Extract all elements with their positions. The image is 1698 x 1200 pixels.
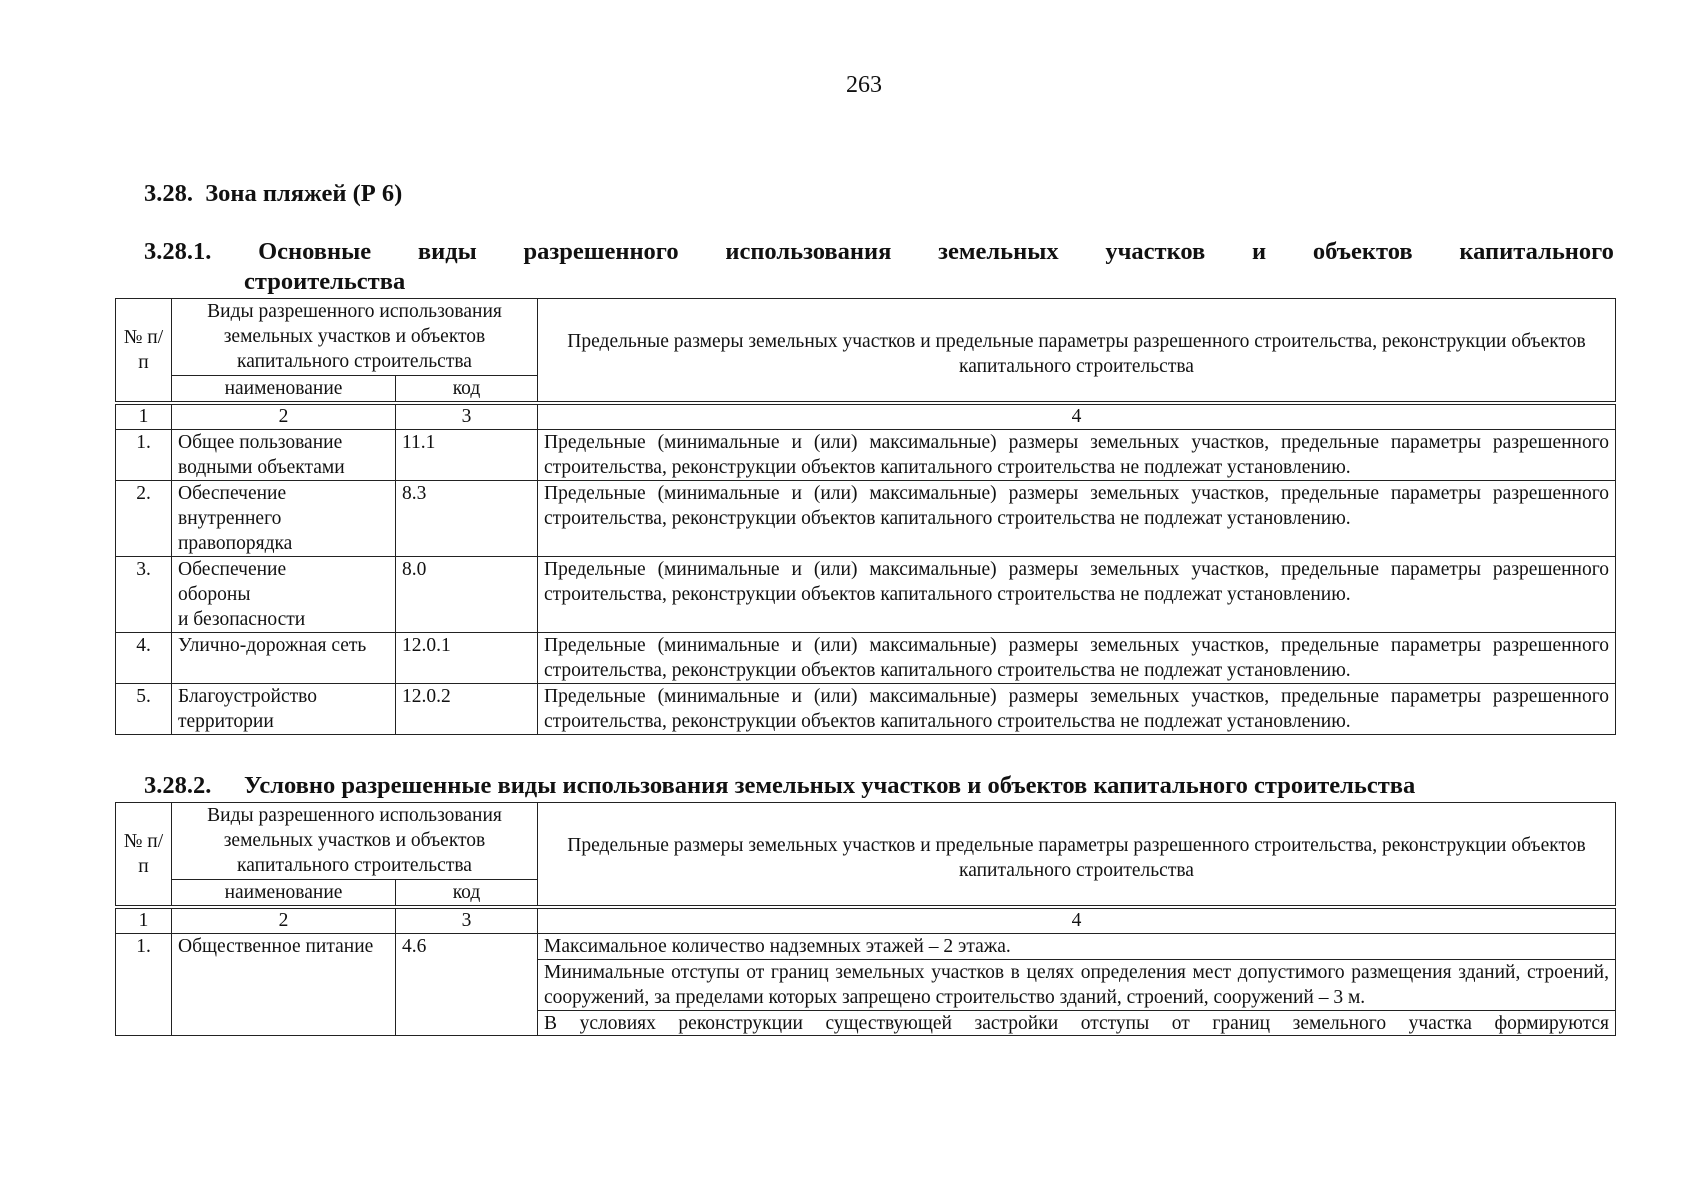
header-params: Предельные размеры земельных участков и предельные параметры разрешенного строительства, реконструкции объектов капитального строительства	[538, 299, 1616, 404]
use-code: 12.0.2	[396, 684, 538, 735]
row-number: 3.	[116, 557, 172, 633]
use-code: 8.3	[396, 481, 538, 557]
row-number: 4.	[116, 633, 172, 684]
use-params-text: В условиях реконструкции существующей застройки отступы от границ земельного участка формируются	[544, 1013, 1609, 1034]
use-name: Общественное питание	[172, 934, 396, 1036]
use-code: 12.0.1	[396, 633, 538, 684]
header-num: № п/п	[116, 803, 172, 908]
row-number: 1.	[116, 934, 172, 1036]
column-number: 4	[538, 907, 1616, 934]
column-number: 1	[116, 403, 172, 430]
subsection-1-word: Основные	[258, 238, 372, 265]
subsection-1-word: объектов	[1312, 238, 1413, 265]
column-number: 3	[396, 907, 538, 934]
use-name-line: обороны	[178, 584, 251, 605]
header-types: Виды разрешенного использования земельных участков и объектов капитального строительства	[172, 803, 538, 880]
subsection-1-word: участков	[1105, 238, 1206, 265]
use-name	[172, 557, 396, 633]
use-code: 4.6	[396, 934, 538, 1036]
subsection-1-number: 3.28.1.	[144, 238, 212, 265]
column-number: 4	[538, 403, 1616, 430]
header-types: Виды разрешенного использования земельных участков и объектов капитального строительства	[172, 299, 538, 376]
use-name-line: Обеспечение	[178, 559, 287, 580]
section-number: 3.28.	[144, 180, 193, 207]
header-code: код	[396, 376, 538, 404]
use-params: Максимальное количество надземных этажей – 2 этажа.	[538, 934, 1616, 960]
table-row	[116, 557, 1616, 633]
header-code: код	[396, 880, 538, 908]
subsection-1-word: капитального	[1459, 238, 1614, 265]
use-code: 8.0	[396, 557, 538, 633]
use-name: Обеспечение внутреннего правопорядка	[172, 481, 396, 557]
table-row	[116, 633, 1616, 684]
subsection-1-word: использования	[725, 238, 892, 265]
section-heading	[144, 180, 402, 208]
subsection-1-word: земельных	[938, 238, 1059, 265]
subsection-1-heading	[144, 238, 1614, 297]
header-name: наименование	[172, 376, 396, 404]
header-params: Предельные размеры земельных участков и предельные параметры разрешенного строительства, реконструкции объектов капитального строительства	[538, 803, 1616, 908]
column-number: 1	[116, 907, 172, 934]
table-row	[116, 481, 1616, 557]
header-num: № п/п	[116, 299, 172, 404]
row-number: 2.	[116, 481, 172, 557]
row-number: 5.	[116, 684, 172, 735]
main-uses-table	[115, 298, 1616, 735]
subsection-2-heading	[144, 772, 1415, 800]
use-code: 11.1	[396, 430, 538, 481]
use-params: Предельные (минимальные и (или) максимальные) размеры земельных участков, предельные параметры разрешенного строительства, реконструкции объектов капитального строительства не подлежат установлению.	[538, 633, 1616, 684]
table-row	[116, 934, 1616, 960]
use-params: Предельные (минимальные и (или) максимальные) размеры земельных участков, предельные параметры разрешенного строительства, реконструкции объектов капитального строительства не подлежат установлению.	[538, 481, 1616, 557]
column-number: 2	[172, 403, 396, 430]
use-params: Предельные (минимальные и (или) максимальные) размеры земельных участков, предельные параметры разрешенного строительства, реконструкции объектов капитального строительства не подлежат установлению.	[538, 557, 1616, 633]
table-row	[116, 430, 1616, 481]
section-title: Зона пляжей (Р 6)	[205, 180, 403, 207]
subsection-1-title-line2: строительства	[244, 268, 406, 295]
header-name: наименование	[172, 880, 396, 908]
use-name: Благоустройство территории	[172, 684, 396, 735]
use-params: Предельные (минимальные и (или) максимальные) размеры земельных участков, предельные параметры разрешенного строительства, реконструкции объектов капитального строительства не подлежат установлению.	[538, 430, 1616, 481]
use-params: Минимальные отступы от границ земельных участков в целях определения мест допустимого размещения зданий, строений, сооружений, за пределами которых запрещено строительство зданий, строений, сооружений – 3 м.	[538, 960, 1616, 1011]
use-params-truncated	[538, 1011, 1616, 1036]
use-params: Предельные (минимальные и (или) максимальные) размеры земельных участков, предельные параметры разрешенного строительства, реконструкции объектов капитального строительства не подлежат установлению.	[538, 684, 1616, 735]
subsection-1-word: и	[1252, 238, 1267, 265]
subsection-1-word: разрешенного	[523, 238, 679, 265]
subsection-2-number: 3.28.2.	[144, 772, 212, 799]
column-number: 2	[172, 907, 396, 934]
conditional-uses-table	[115, 802, 1616, 1036]
use-name: Общее пользование водными объектами	[172, 430, 396, 481]
use-name-line: и безопасности	[178, 609, 306, 630]
use-name: Улично-дорожная сеть	[172, 633, 396, 684]
page-number: 263	[846, 72, 882, 98]
column-number: 3	[396, 403, 538, 430]
subsection-2-title: Условно разрешенные виды использования земельных участков и объектов капитального строительства	[244, 772, 1416, 799]
subsection-1-word: виды	[417, 238, 477, 265]
table-row	[116, 684, 1616, 735]
row-number: 1.	[116, 430, 172, 481]
